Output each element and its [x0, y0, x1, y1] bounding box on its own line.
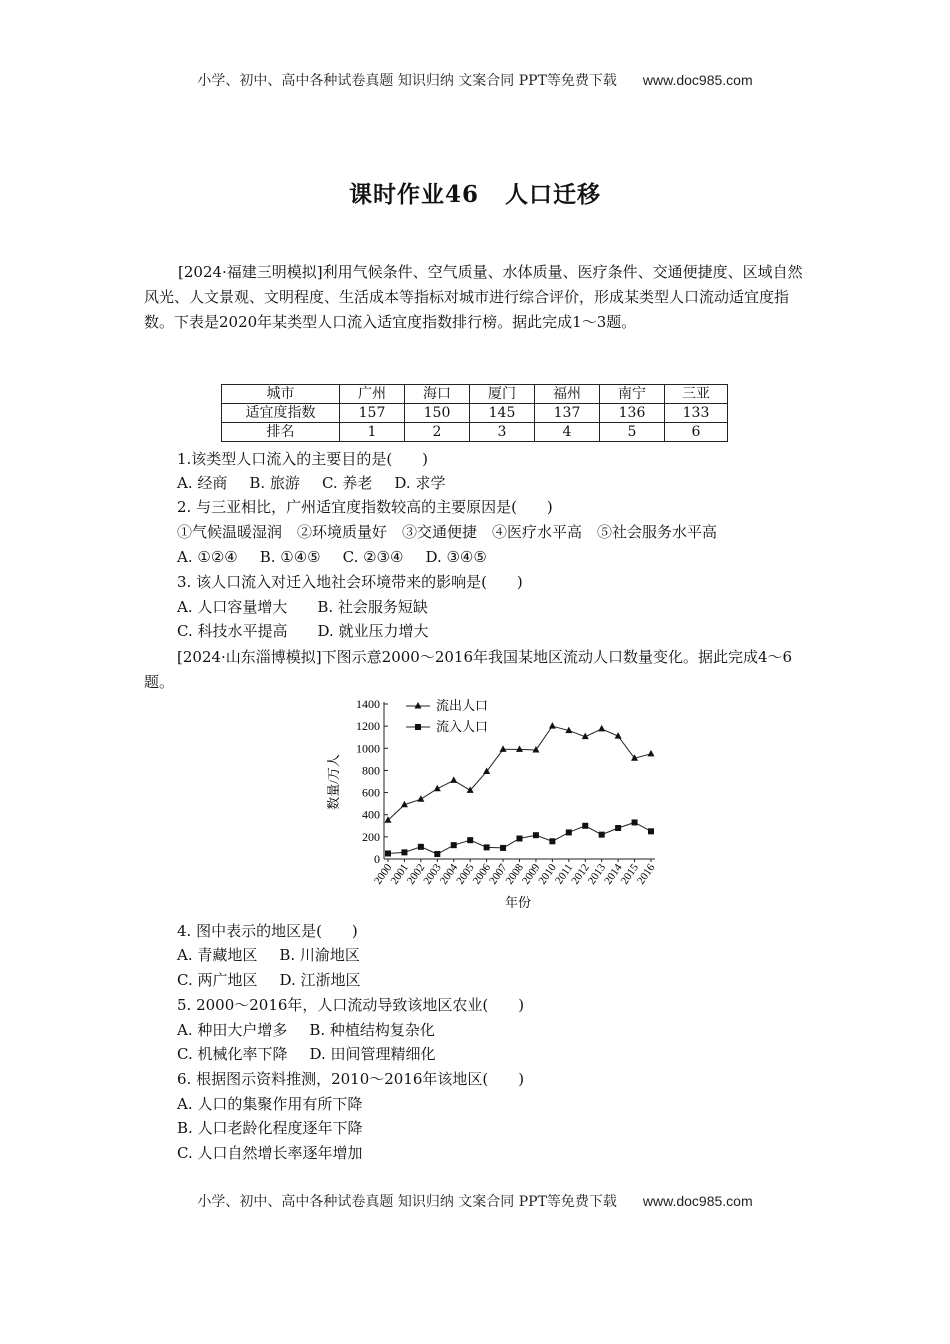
data-point-outflow [450, 776, 457, 783]
q2-options [177, 547, 487, 567]
legend-label: 流入人口 [436, 719, 489, 734]
data-point-outflow [549, 722, 556, 729]
table-cell: 厦门 [470, 385, 535, 404]
data-point-outflow [648, 750, 655, 757]
page-title [0, 176, 950, 209]
q4-option-a[interactable]: A. 青藏地区 [177, 946, 258, 964]
y-tick-label: 0 [374, 852, 380, 866]
x-tick-label: 2005 [454, 861, 477, 887]
table-row [222, 404, 728, 423]
x-tick-label: 2002 [404, 861, 428, 887]
y-tick-label: 1400 [356, 697, 380, 711]
q3-options-row1 [177, 597, 428, 617]
table-cell: 福州 [535, 385, 600, 404]
y-tick-label: 1200 [356, 719, 380, 734]
x-tick-label: 2006 [470, 861, 494, 887]
q2-option-c[interactable]: C. ②③④ [342, 548, 404, 566]
q2-items: ①气候温暖湿润 ②环境质量好 ③交通便捷 ④医疗水平高 ⑤社会服务水平高 [177, 523, 718, 541]
legend-label: 流出人口 [436, 698, 489, 713]
q5-option-c[interactable]: C. 机械化率下降 [177, 1045, 288, 1063]
data-point-inflow [385, 850, 391, 856]
q5-stem: 5. 2000～2016年，人口流动导致该地区农业( ) [177, 996, 525, 1014]
legend-marker-square [415, 724, 421, 730]
intro-paragraph-2: [2024·山东淄博模拟]下图示意2000～2016年我国某地区流动人口数量变化。据此完成4～6题。 [144, 648, 793, 691]
intro-paragraph-1: [2024·福建三明模拟]利用气候条件、空气质量、水体质量、医疗条件、交通便捷度、区域自然风光、人文景观、文明程度、生活成本等指标对城市进行综合评价，形成某类型人口流动适宜度指数。下表是2020年某类型人口流入适宜度指数排行榜。据此完成1～3题。 [144, 263, 803, 331]
x-axis-label: 年份 [504, 895, 532, 910]
data-point-inflow [599, 832, 605, 838]
q6-stem: 6. 根据图示资料推测，2010～2016年该地区( ) [177, 1070, 525, 1088]
y-tick-label: 200 [362, 829, 380, 844]
x-tick-label: 2004 [437, 861, 461, 887]
q1-option-b[interactable]: B. 旅游 [249, 474, 300, 492]
q1-option-a[interactable]: A. 经商 [177, 474, 228, 492]
table-cell: 1 [340, 423, 405, 442]
q5-options-row2 [177, 1044, 436, 1064]
page-header [0, 70, 950, 90]
data-point-inflow [615, 825, 621, 831]
x-tick-label: 2016 [635, 861, 658, 887]
population-flow-chart [320, 692, 665, 914]
table-cell: 4 [535, 423, 600, 442]
data-point-inflow [484, 844, 490, 850]
q3-option-a[interactable]: A. 人口容量增大 [177, 598, 288, 616]
q3-stem: 3. 该人口流入对迁入地社会环境带来的影响是( ) [177, 573, 523, 591]
table-header-row [222, 385, 728, 404]
data-point-outflow [500, 745, 507, 752]
q1-stem: 1.该类型人口流入的主要目的是( ) [177, 450, 429, 468]
x-tick-label: 2012 [569, 861, 592, 887]
q4-stem: 4. 图中表示的地区是( ) [177, 922, 358, 940]
y-tick-label: 1000 [356, 741, 380, 756]
header-site: www.doc985.com [642, 72, 753, 88]
q2-option-a[interactable]: A. ①②④ [177, 548, 238, 566]
data-point-inflow [582, 823, 588, 829]
data-point-outflow [598, 725, 605, 732]
q5-option-b[interactable]: B. 种植结构复杂化 [309, 1021, 435, 1039]
data-point-inflow [401, 849, 407, 855]
q3-option-b[interactable]: B. 社会服务短缺 [317, 598, 428, 616]
table-cell: 136 [600, 404, 665, 423]
x-tick-label: 2014 [602, 861, 625, 887]
legend-marker-triangle [415, 702, 422, 709]
table-cell: 6 [665, 423, 728, 442]
data-point-outflow [385, 816, 392, 823]
q1-options [177, 473, 445, 493]
x-tick-label: 2009 [519, 861, 543, 887]
data-point-inflow [418, 844, 424, 850]
footer-text: 小学、初中、高中各种试卷真题 知识归纳 文案合同 PPT等免费下载 [197, 1194, 617, 1210]
series-line-1 [388, 726, 651, 820]
table-cell: 150 [405, 404, 470, 423]
data-point-inflow [632, 819, 638, 825]
q5-option-a[interactable]: A. 种田大户增多 [177, 1021, 288, 1039]
data-point-inflow [434, 851, 440, 857]
x-tick-label: 2013 [585, 861, 609, 887]
data-point-inflow [467, 837, 473, 843]
data-point-inflow [517, 836, 523, 842]
data-point-inflow [451, 842, 457, 848]
q4-option-d[interactable]: D. 江浙地区 [279, 971, 361, 989]
q3-option-c[interactable]: C. 科技水平提高 [177, 622, 288, 640]
table-row [222, 423, 728, 442]
table-cell: 2 [405, 423, 470, 442]
title-main: 课时作业46 [348, 181, 479, 208]
q5-options-row1 [177, 1020, 435, 1040]
page-footer [0, 1191, 950, 1211]
q3-options-row2 [177, 621, 429, 641]
table-cell: 城市 [222, 385, 340, 404]
table-cell: 适宜度指数 [222, 404, 340, 423]
data-point-inflow [549, 838, 555, 844]
table-cell: 157 [340, 404, 405, 423]
q4-option-b[interactable]: B. 川渝地区 [279, 946, 360, 964]
data-point-outflow [516, 745, 523, 752]
table-cell: 137 [535, 404, 600, 423]
y-tick-label: 600 [362, 785, 380, 800]
q2-option-d[interactable]: D. ③④⑤ [425, 548, 487, 566]
x-tick-label: 2015 [618, 861, 642, 887]
q4-options-row1 [177, 945, 360, 965]
x-tick-label: 2007 [487, 861, 510, 887]
table-cell: 海口 [405, 385, 470, 404]
table-cell: 南宁 [600, 385, 665, 404]
table-cell: 排名 [222, 423, 340, 442]
q6-option-c[interactable]: C. 人口自然增长率逐年增加 [177, 1144, 363, 1162]
q4-options-row2 [177, 970, 361, 990]
y-tick-label: 800 [362, 763, 380, 778]
x-tick-label: 2008 [503, 861, 526, 887]
q2-stem: 2. 与三亚相比，广州适宜度指数较高的主要原因是( ) [177, 498, 553, 516]
x-tick-label: 2003 [421, 861, 444, 887]
footer-site: www.doc985.com [642, 1193, 753, 1209]
y-tick-label: 400 [362, 807, 380, 822]
q6-option-a[interactable]: A. 人口的集聚作用有所下降 [177, 1095, 363, 1113]
header-text: 小学、初中、高中各种试卷真题 知识归纳 文案合同 PPT等免费下载 [197, 73, 617, 89]
q5-option-d[interactable]: D. 田间管理精细化 [309, 1045, 436, 1063]
y-axis-label: 数量/万人 [326, 754, 341, 810]
suitability-table [221, 384, 728, 442]
data-point-inflow [500, 845, 506, 851]
table-cell: 145 [470, 404, 535, 423]
x-tick-label: 2001 [388, 861, 411, 887]
x-tick-label: 2000 [372, 861, 395, 887]
q6-option-b[interactable]: B. 人口老龄化程度逐年下降 [177, 1119, 363, 1137]
q1-option-c[interactable]: C. 养老 [321, 474, 373, 492]
table-cell: 133 [665, 404, 728, 423]
x-tick-label: 2010 [536, 861, 559, 887]
q3-option-d[interactable]: D. 就业压力增大 [317, 622, 429, 640]
table-cell: 三亚 [665, 385, 728, 404]
table-cell: 5 [600, 423, 665, 442]
data-point-outflow [417, 795, 424, 802]
data-point-inflow [648, 828, 654, 834]
x-tick-label: 2011 [553, 861, 576, 887]
data-point-inflow [566, 829, 572, 835]
q4-option-c[interactable]: C. 两广地区 [177, 971, 258, 989]
table-cell: 广州 [340, 385, 405, 404]
q2-option-b[interactable]: B. ①④⑤ [259, 548, 321, 566]
title-sub: 人口迁移 [505, 181, 601, 208]
q1-option-d[interactable]: D. 求学 [394, 474, 446, 492]
table-cell: 3 [470, 423, 535, 442]
data-point-inflow [533, 832, 539, 838]
